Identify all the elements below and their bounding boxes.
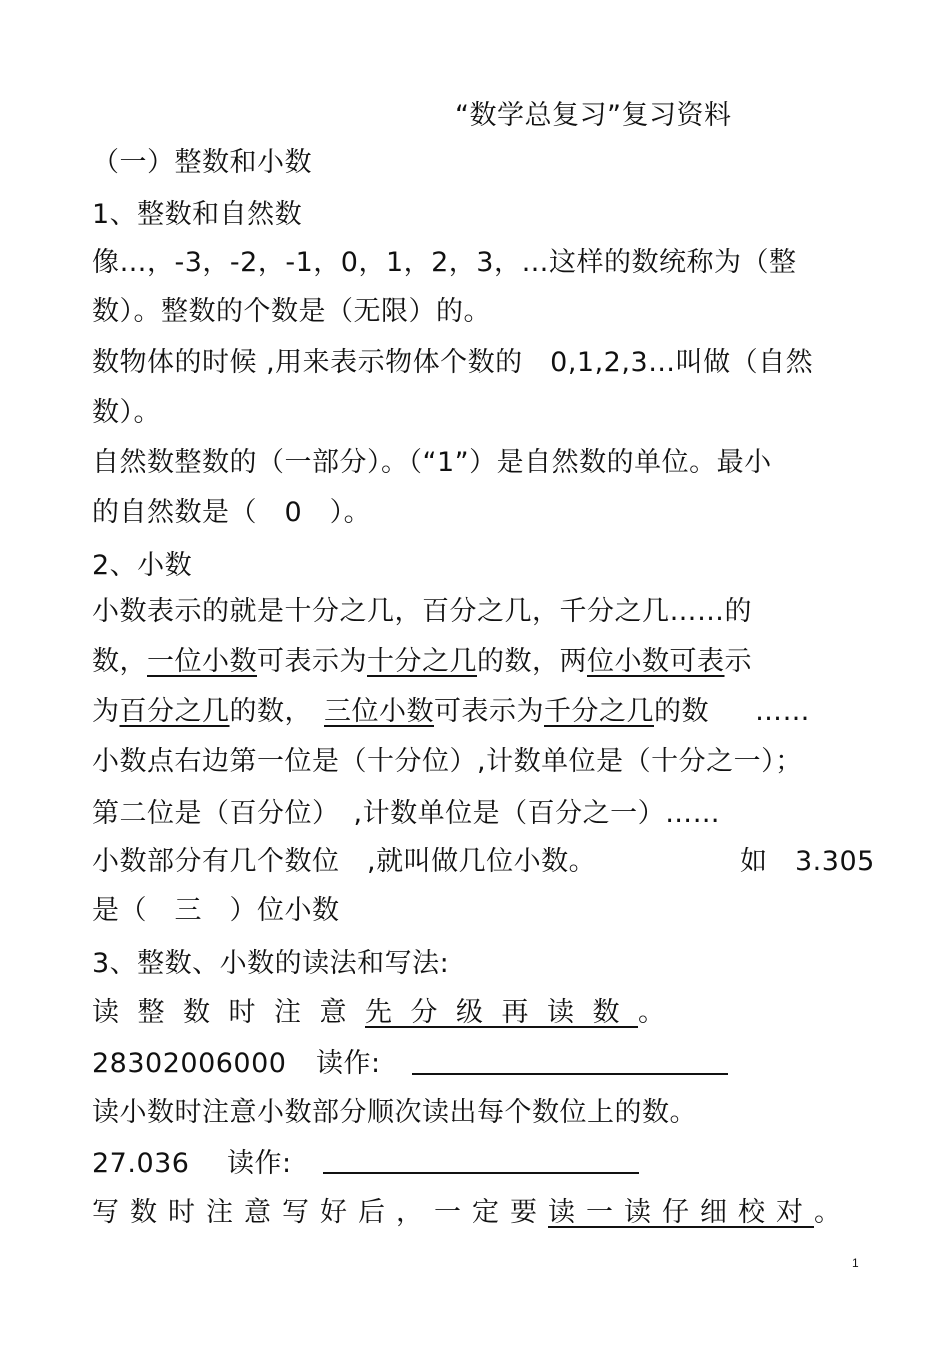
example-integer-read-label: 读作:	[316, 1048, 381, 1079]
decimal-definition-line-2	[92, 645, 752, 679]
reading-decimals-line: 读小数时注意小数部分顺次读出每个数位上的数。	[92, 1097, 697, 1128]
natural-numbers-line-1: 数物体的时候 ,用来表示物体个数的 0,1,2,3…叫做（自然	[92, 347, 814, 378]
underlined-term: 一位小数	[147, 646, 257, 677]
underlined-term: 百分之几	[119, 696, 230, 727]
underlined-term: 位小数可表	[587, 646, 725, 677]
text-segment: 的数，	[229, 696, 312, 727]
underlined-term: 三位小数	[324, 696, 434, 727]
subsection-heading-3: 3、整数、小数的读法和写法:	[92, 948, 450, 979]
natural-unit-line-1: 自然数整数的（一部分）。（“1”）是自然数的单位。最小	[92, 447, 772, 478]
underlined-term: 千分之几	[544, 696, 654, 727]
page-number: 1	[852, 1256, 859, 1270]
text-segment: ……	[755, 696, 810, 727]
text-segment: 数，	[92, 646, 147, 677]
natural-numbers-line-2: 数）。	[92, 397, 161, 428]
integers-definition-line-1: 像…，-3，-2，-1，0，1，2，3，…这样的数统称为（整	[92, 247, 797, 278]
subsection-heading-2: 2、小数	[92, 550, 193, 581]
underlined-term: 先分级再读数	[365, 997, 638, 1028]
example-integer: 28302006000	[92, 1048, 287, 1079]
natural-unit-line-2: 的自然数是（ 0 ）。	[92, 497, 372, 528]
text-segment: 的数	[654, 696, 709, 727]
text-segment: 的数，两	[477, 646, 587, 677]
reading-integers-line	[92, 996, 666, 1030]
subsection-heading-1: 1、整数和自然数	[92, 199, 303, 230]
underlined-term: 读一读仔细校对	[548, 1197, 814, 1228]
integers-definition-line-2: 数）。整数的个数是（无限）的。	[92, 296, 491, 327]
page-title: “数学总复习”复习资料	[455, 100, 732, 131]
example-decimal: 27.036	[92, 1148, 190, 1179]
example-decimal-read-label: 读作:	[227, 1148, 292, 1179]
answer-blank-2[interactable]	[323, 1172, 639, 1174]
text-segment: 示	[724, 646, 752, 677]
text-segment: 小数部分有几个数位 ,就叫做几位小数。	[92, 846, 597, 877]
text-segment: 写数时注意写好后，一定要	[92, 1197, 548, 1228]
text-segment: 可表示为	[257, 646, 367, 677]
text-segment: 。	[814, 1197, 842, 1228]
section-heading: （一）整数和小数	[92, 147, 312, 178]
decimal-place-line-1: 小数点右边第一位是（十分位）,计数单位是（十分之一）；	[92, 746, 803, 777]
decimal-digits-line-1	[92, 845, 875, 879]
decimal-definition-line-3	[92, 695, 810, 729]
text-segment: 读整数时注意	[92, 997, 365, 1028]
text-segment: 如 3.305	[740, 846, 875, 877]
text-segment: 可表示为	[434, 696, 544, 727]
text-segment: 为	[92, 696, 120, 727]
decimal-digits-line-2: 是（ 三 ）位小数	[92, 895, 340, 926]
decimal-place-line-2: 第二位是（百分位） ,计数单位是（百分之一）……	[92, 798, 721, 829]
decimal-definition-line-1: 小数表示的就是十分之几，百分之几，千分之几……的	[92, 596, 752, 627]
answer-blank-1[interactable]	[412, 1073, 728, 1075]
text-segment: 。	[638, 997, 666, 1028]
writing-numbers-line	[92, 1196, 842, 1230]
underlined-term: 十分之几	[367, 646, 477, 677]
